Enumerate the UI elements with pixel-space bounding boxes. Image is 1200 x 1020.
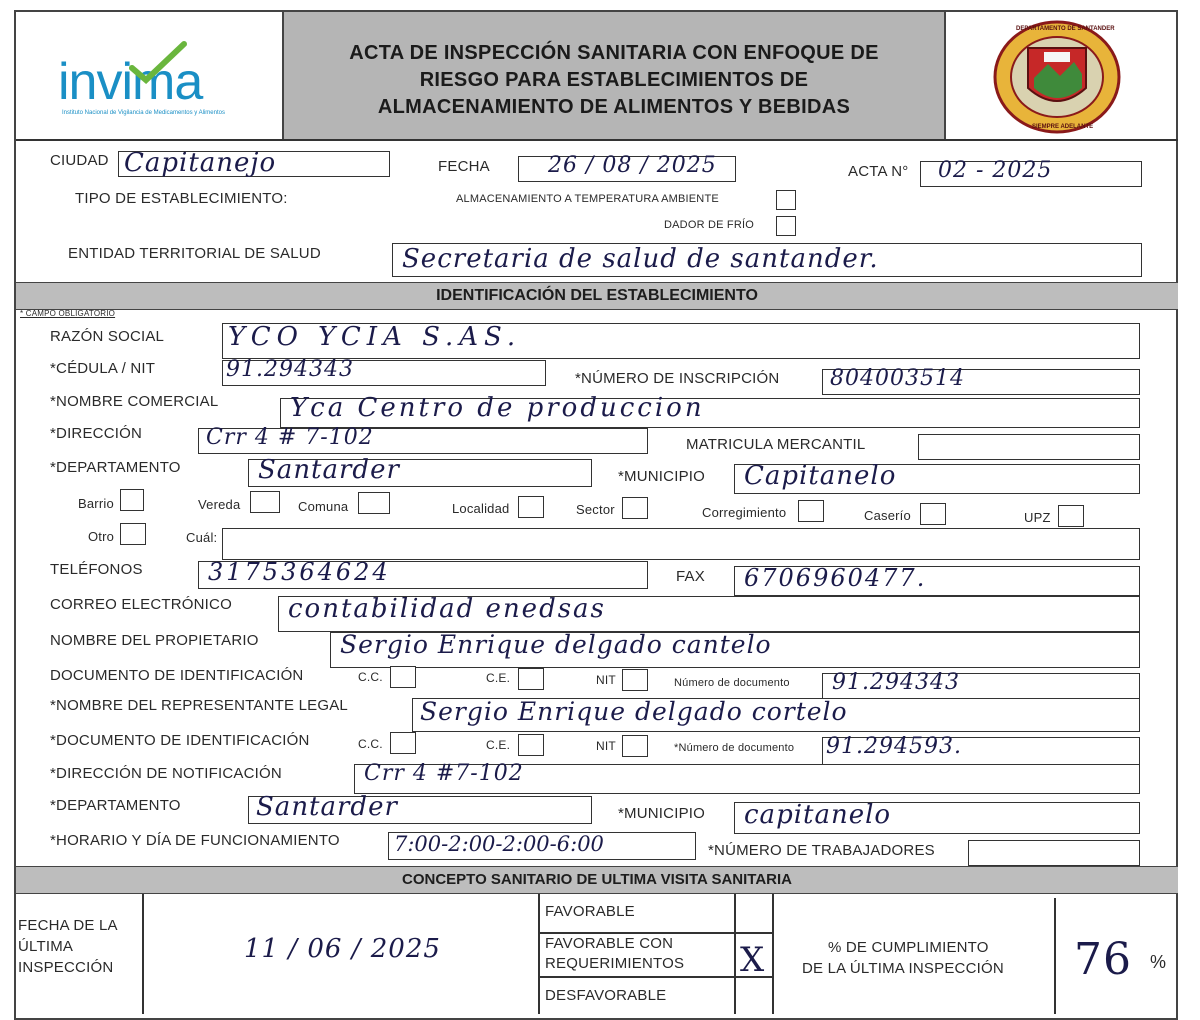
departamento-value: Santarder [258, 455, 400, 485]
entidad-value: Secretaria de salud de santander. [402, 244, 879, 274]
direccion-value: Crr 4 # 7-102 [206, 425, 374, 450]
concepto-divider-2 [538, 894, 540, 1014]
ultima-fecha-value: 11 / 06 / 2025 [244, 934, 441, 964]
upz-checkbox[interactable] [1058, 505, 1084, 527]
propietario-value: Sergio Enrique delgado cantelo [340, 630, 772, 659]
logo-check-icon [128, 40, 188, 84]
cc-checkbox-1[interactable] [390, 666, 416, 688]
favorable-req-label-2: REQUERIMIENTOS [545, 955, 685, 972]
nit-short-label-1: NIT [596, 673, 616, 687]
acta-value: 02 - 2025 [938, 158, 1053, 183]
concepto-divider-4 [772, 894, 774, 1014]
upz-label: UPZ [1024, 510, 1051, 525]
header-logo-cell [16, 12, 284, 140]
title-line-1: ACTA DE INSPECCIÓN SANITARIA CON ENFOQUE DE [349, 42, 879, 64]
horario-label: *HORARIO Y DÍA DE FUNCIONAMIENTO [50, 832, 340, 849]
seal-bottom-text: SIEMPRE ADELANTE [1032, 124, 1094, 130]
municipio2-value: capitanelo [744, 800, 892, 830]
favorable-label: FAVORABLE [545, 903, 635, 920]
ce-checkbox-1[interactable] [518, 668, 544, 690]
cumplimiento-value: 76 [1074, 934, 1132, 985]
otro-label: Otro [88, 529, 115, 544]
concepto-section-header: CONCEPTO SANITARIO DE ULTIMA VISITA SANITARIA [16, 866, 1178, 894]
ultima-fecha-label-3: INSPECCIÓN [18, 959, 114, 976]
percent-sign: % [1150, 952, 1167, 972]
num-doc-label-1: Número de documento [674, 677, 790, 689]
telefonos-value: 3175364624 [208, 558, 391, 586]
invima-logo-subtext: Instituto Nacional de Vigilancia de Medicamentos y Alimentos [62, 110, 225, 116]
vereda-label: Vereda [198, 497, 241, 512]
cual-label: Cuál: [186, 530, 218, 545]
fecha-value: 26 / 08 / 2025 [548, 153, 717, 178]
campo-obligatorio-note: * CAMPO OBLIGATORIO [20, 309, 116, 318]
nit-checkbox-2[interactable] [622, 735, 648, 757]
nit-label: *CÉDULA / NIT [50, 360, 156, 377]
concepto-hline-2 [538, 976, 774, 978]
favorable-req-label-1: FAVORABLE CON [545, 935, 674, 952]
vereda-checkbox[interactable] [250, 491, 280, 513]
nombre-comercial-label: *NOMBRE COMERCIAL [50, 393, 219, 410]
fax-label: FAX [676, 568, 705, 585]
barrio-label: Barrio [78, 496, 114, 511]
municipio-value: Capitanelo [744, 461, 897, 491]
doc-id-label: DOCUMENTO DE IDENTIFICACIÓN [50, 667, 304, 684]
nit-value: 91.294343 [226, 357, 354, 382]
sector-label: Sector [576, 502, 615, 517]
dir-notif-value: Crr 4 #7-102 [364, 761, 524, 786]
header-seal-cell [946, 12, 1176, 140]
concepto-hline-1 [538, 932, 774, 934]
cual-field[interactable] [222, 528, 1140, 560]
header-title-cell [284, 12, 946, 140]
caserio-checkbox[interactable] [920, 503, 946, 525]
trabajadores-label: *NÚMERO DE TRABAJADORES [708, 842, 935, 859]
ultima-fecha-label-2: ÚLTIMA [18, 938, 74, 955]
concepto-divider-1 [142, 894, 144, 1014]
trabajadores-field[interactable] [968, 840, 1140, 866]
corregimiento-checkbox[interactable] [798, 500, 824, 522]
num-doc-value-2: 91.294593. [826, 734, 962, 759]
cc-checkbox-2[interactable] [390, 732, 416, 754]
tipo-opt2-checkbox[interactable] [776, 216, 796, 236]
horario-value: 7:00-2:00-2:00-6:00 [394, 832, 604, 856]
ce-checkbox-2[interactable] [518, 734, 544, 756]
comuna-checkbox[interactable] [358, 492, 390, 514]
cumplimiento-label-1: % DE CUMPLIMIENTO [828, 939, 989, 956]
num-doc-label-2: *Número de documento [674, 742, 795, 754]
title-line-3: ALMACENAMIENTO DE ALIMENTOS Y BEBIDAS [377, 96, 851, 118]
nit-checkbox-1[interactable] [622, 669, 648, 691]
fax-value: 6706960477. [744, 564, 927, 592]
concepto-divider-5 [1054, 898, 1056, 1014]
invima-logo-text: invima [58, 53, 203, 111]
acta-label: ACTA N° [848, 163, 909, 180]
header-bottom-border [16, 139, 1178, 141]
concepto-divider-3 [734, 894, 736, 1014]
inscripcion-value: 804003514 [830, 366, 965, 391]
santander-seal-icon [990, 18, 1124, 136]
razon-social-label: RAZÓN SOCIAL [50, 328, 165, 345]
direccion-label: *DIRECCIÓN [50, 425, 143, 442]
correo-value: contabilidad enedsas [288, 594, 606, 624]
cc-label-2: C.C. [358, 737, 383, 751]
departamento2-value: Santarder [256, 792, 398, 822]
cumplimiento-label-2: DE LA ÚLTIMA INSPECCIÓN [802, 960, 1004, 977]
ciudad-value: Capitanejo [124, 148, 277, 178]
ciudad-label: CIUDAD [50, 152, 109, 169]
title-line-2: RIESGO PARA ESTABLECIMIENTOS DE [419, 69, 809, 91]
municipio-label: *MUNICIPIO [618, 468, 706, 485]
comuna-label: Comuna [298, 499, 349, 514]
inscripcion-label: *NÚMERO DE INSCRIPCIÓN [575, 370, 780, 387]
municipio2-label: *MUNICIPIO [618, 805, 706, 822]
identificacion-section-header: IDENTIFICACIÓN DEL ESTABLECIMIENTO [16, 282, 1178, 310]
tipo-opt2-label: DADOR DE FRÍO [664, 219, 754, 231]
tipo-opt1-label: ALMACENAMIENTO A TEMPERATURA AMBIENTE [456, 193, 719, 205]
ce-label-1: C.E. [486, 671, 511, 685]
tipo-opt1-checkbox[interactable] [776, 190, 796, 210]
ultima-fecha-label-1: FECHA DE LA [18, 917, 118, 934]
nombre-comercial-value: Yca Centro de produccion [290, 393, 705, 423]
localidad-checkbox[interactable] [518, 496, 544, 518]
propietario-label: NOMBRE DEL PROPIETARIO [50, 632, 259, 649]
telefonos-label: TELÉFONOS [50, 561, 143, 578]
correo-label: CORREO ELECTRÓNICO [50, 596, 232, 613]
representante-label: *NOMBRE DEL REPRESENTANTE LEGAL [50, 697, 348, 714]
localidad-label: Localidad [452, 501, 510, 516]
favorable-req-mark[interactable]: X [740, 940, 766, 980]
matricula-label: MATRICULA MERCANTIL [686, 436, 866, 453]
nit-short-label-2: NIT [596, 739, 616, 753]
seal-top-text: DEPARTAMENTO DE SANTANDER [1016, 26, 1115, 32]
razon-social-value: YCO YCIA S.AS. [228, 322, 522, 352]
fecha-label: FECHA [438, 158, 490, 175]
corregimiento-label: Corregimiento [702, 505, 787, 520]
dir-notif-label: *DIRECCIÓN DE NOTIFICACIÓN [50, 765, 282, 782]
departamento-label: *DEPARTAMENTO [50, 459, 181, 476]
sector-checkbox[interactable] [622, 497, 648, 519]
cc-label-1: C.C. [358, 670, 383, 684]
departamento2-label: *DEPARTAMENTO [50, 797, 181, 814]
tipo-establecimiento-label: TIPO DE ESTABLECIMIENTO: [75, 190, 288, 207]
barrio-checkbox[interactable] [120, 489, 144, 511]
otro-checkbox[interactable] [120, 523, 146, 545]
representante-value: Sergio Enrique delgado cortelo [420, 697, 848, 726]
num-doc-value-1: 91.294343 [832, 670, 960, 695]
desfavorable-label: DESFAVORABLE [545, 987, 667, 1004]
entidad-label: ENTIDAD TERRITORIAL DE SALUD [68, 245, 321, 262]
matricula-field[interactable] [918, 434, 1140, 460]
doc-id-label-2: *DOCUMENTO DE IDENTIFICACIÓN [50, 732, 310, 749]
caserio-label: Caserío [864, 508, 911, 523]
ce-label-2: C.E. [486, 738, 511, 752]
